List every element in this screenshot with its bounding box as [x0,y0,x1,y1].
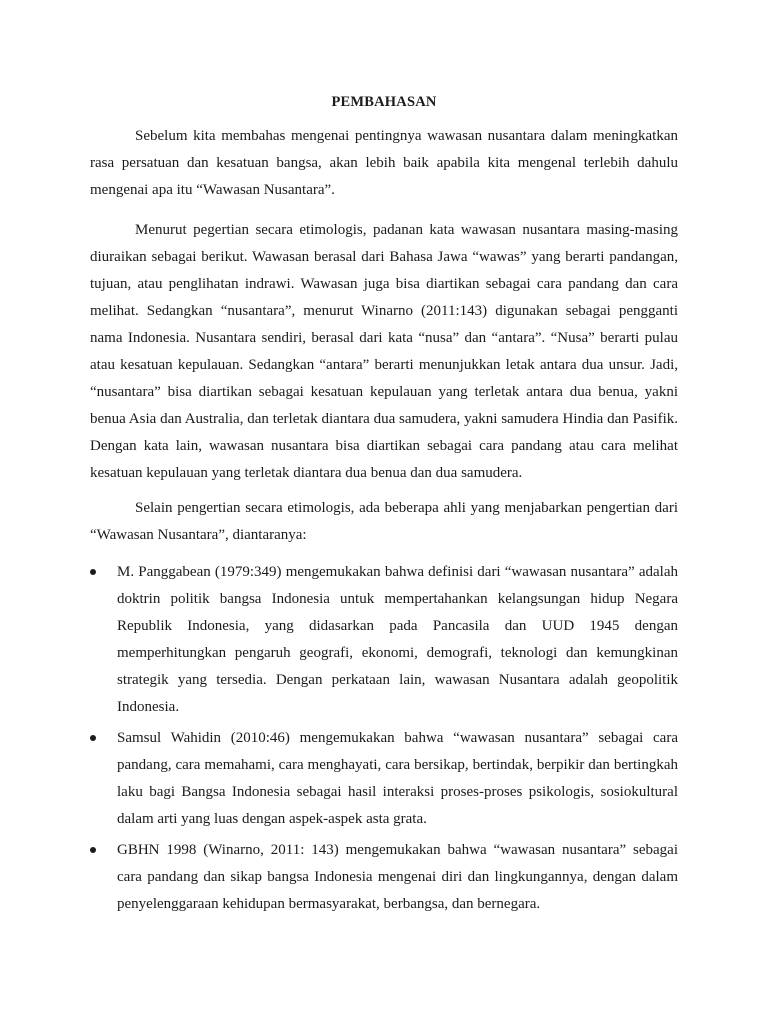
experts-definition-list [90,559,678,922]
paragraph-etymology: Menurut pegertian secara etimologis, padanan kata wawasan nusantara masing-masing diuraikan sebagai berikut. Wawasan berasal dari Bahasa Jawa “wawas” yang berarti pandangan, tujuan, atau penglihatan indrawi. Wawasan juga bisa diartikan sebagai cara pandang dan cara melihat. Sedangkan “nusantara”, menurut Winarno (2011:143) digunakan sebagai pengganti nama Indonesia. Nusantara sendiri, berasal dari kata “nusa” dan “antara”. “Nusa” berarti pulau atau kesatuan kepulauan. Sedangkan “antara” berarti menunjukkan letak antara dua unsur. Jadi, “nusantara” bisa diartikan sebagai kesatuan kepulauan yang terletak antara dua benua, yakni benua Asia dan Australia, dan terletak diantara dua samudera, yakni samudera Hindia dan Pasifik. Dengan kata lain, wawasan nusantara bisa diartikan sebagai cara pandang atau cara melihat kesatuan kepulauan yang terletak diantara dua benua dan dua samudera. [90,222,678,481]
paragraph-experts-intro: Selain pengertian secara etimologis, ada beberapa ahli yang menjabarkan pengertian dari “Wawasan Nusantara”, diantaranya: [90,500,678,543]
list-item-text: M. Panggabean (1979:349) mengemukakan bahwa definisi dari “wawasan nusantara” adalah doktrin politik bangsa Indonesia untuk mempertahankan kelangsungan hidup Negara Republik Indonesia, yang didasarkan pada Pancasila dan UUD 1945 dengan memperhitungkan pengaruh geografi, ekonomi, demografi, teknologi dan kemungkinan strategik yang tersedia. Dengan perkataan lain, wawasan Nusantara adalah geopolitik Indonesia. [117,564,678,715]
page-title: PEMBAHASAN [331,94,437,110]
list-item-text: GBHN 1998 (Winarno, 2011: 143) mengemukakan bahwa “wawasan nusantara” sebagai cara pandang dan sikap bangsa Indonesia mengenai diri dan lingkungannya, dengan dalam penyelenggaraan kehidupan bermasyarakat, berbangsa, dan bernegara. [117,842,678,912]
bullet-icon [90,847,96,853]
bullet-icon [90,569,96,575]
paragraph-introduction: Sebelum kita membahas mengenai pentingnya wawasan nusantara dalam meningkatkan rasa persatuan dan kesatuan bangsa, akan lebih baik apabila kita mengenal terlebih dahulu mengenai apa itu “Wawasan Nusantara”. [90,128,678,198]
list-item [90,559,678,721]
list-item-text: Samsul Wahidin (2010:46) mengemukakan bahwa “wawasan nusantara” sebagai cara pandang, cara memahami, cara menghayati, cara bersikap, bertindak, berpikir dan bertingkah laku bagi Bangsa Indonesia sebagai hasil interaksi proses-proses psikologis, sosiokultural dalam arti yang luas dengan aspek-aspek asta grata. [117,730,678,827]
list-item [90,837,678,918]
bullet-icon [90,735,96,741]
list-item [90,725,678,833]
